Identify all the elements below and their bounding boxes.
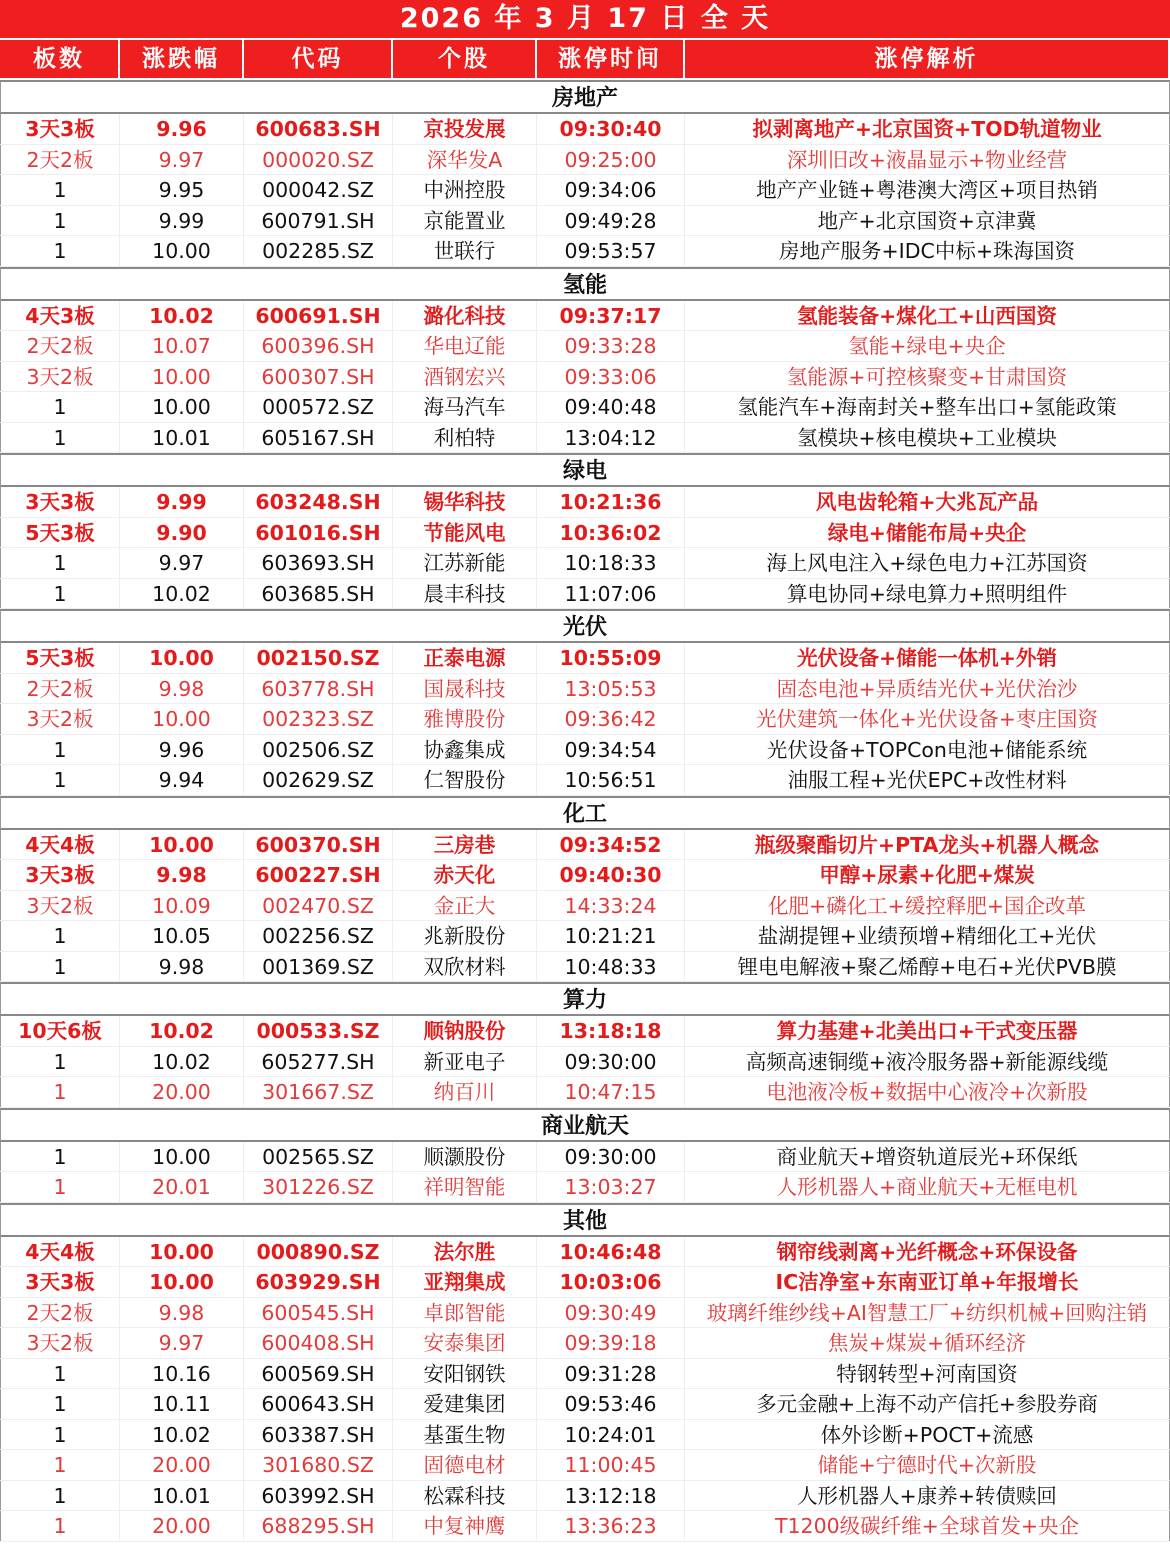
cell-limit-time: 10:55:09 xyxy=(537,643,685,673)
cell-code: 600643.SH xyxy=(244,1389,393,1419)
cell-analysis: 氢能源+可控核聚变+甘肃国资 xyxy=(685,362,1170,392)
cell-stock-name: 锡华科技 xyxy=(393,487,537,517)
table-row xyxy=(0,765,1170,796)
cell-code: 002256.SZ xyxy=(244,921,393,951)
cell-boards: 3天2板 xyxy=(0,704,120,734)
section-header: 绿电 xyxy=(0,453,1170,487)
table-row xyxy=(0,301,1170,332)
cell-boards: 4天4板 xyxy=(0,1237,120,1267)
cell-analysis: 人形机器人+商业航天+无框电机 xyxy=(685,1172,1170,1202)
cell-stock-name: 安泰集团 xyxy=(393,1328,537,1358)
table-row xyxy=(0,952,1170,983)
table-row xyxy=(0,1420,1170,1451)
cell-analysis: 锂电电解液+聚乙烯醇+电石+光伏PVB膜 xyxy=(685,952,1170,982)
cell-code: 000890.SZ xyxy=(244,1237,393,1267)
table-row xyxy=(0,1237,1170,1268)
cell-change-pct: 10.00 xyxy=(120,704,244,734)
cell-limit-time: 09:34:52 xyxy=(537,830,685,860)
cell-boards: 1 xyxy=(0,1359,120,1389)
cell-limit-time: 11:00:45 xyxy=(537,1450,685,1480)
cell-stock-name: 基蛋生物 xyxy=(393,1420,537,1450)
header-stock: 个股 xyxy=(393,40,537,78)
cell-change-pct: 9.99 xyxy=(120,487,244,517)
cell-boards: 1 xyxy=(0,1481,120,1511)
cell-boards: 4天3板 xyxy=(0,301,120,331)
cell-analysis: 盐湖提锂+业绩预增+精细化工+光伏 xyxy=(685,921,1170,951)
cell-stock-name: 赤天化 xyxy=(393,860,537,890)
cell-code: 002285.SZ xyxy=(244,236,393,266)
cell-change-pct: 9.97 xyxy=(120,1328,244,1358)
table-row xyxy=(0,1389,1170,1420)
cell-change-pct: 10.02 xyxy=(120,1420,244,1450)
cell-analysis: 深圳旧改+液晶显示+物业经营 xyxy=(685,145,1170,175)
table-row xyxy=(0,487,1170,518)
cell-boards: 1 xyxy=(0,1389,120,1419)
cell-analysis: 商业航天+增资轨道辰光+环保纸 xyxy=(685,1142,1170,1172)
cell-stock-name: 三房巷 xyxy=(393,830,537,860)
table-row xyxy=(0,1511,1170,1542)
cell-code: 301667.SZ xyxy=(244,1077,393,1107)
cell-change-pct: 20.00 xyxy=(120,1077,244,1107)
cell-boards: 2天2板 xyxy=(0,674,120,704)
section-header: 氢能 xyxy=(0,267,1170,301)
cell-limit-time: 09:30:00 xyxy=(537,1047,685,1077)
cell-code: 600791.SH xyxy=(244,206,393,236)
table-row xyxy=(0,518,1170,549)
cell-stock-name: 兆新股份 xyxy=(393,921,537,951)
cell-analysis: 海上风电注入+绿色电力+江苏国资 xyxy=(685,548,1170,578)
cell-limit-time: 13:36:23 xyxy=(537,1511,685,1541)
cell-analysis: 玻璃纤维纱线+AI智慧工厂+纺织机械+回购注销 xyxy=(685,1298,1170,1328)
cell-stock-name: 节能风电 xyxy=(393,518,537,548)
cell-limit-time: 09:53:57 xyxy=(537,236,685,266)
cell-change-pct: 9.94 xyxy=(120,765,244,795)
cell-stock-name: 海马汽车 xyxy=(393,392,537,422)
cell-change-pct: 20.00 xyxy=(120,1511,244,1541)
cell-analysis: 拟剥离地产+北京国资+TOD轨道物业 xyxy=(685,114,1170,144)
table-body xyxy=(0,80,1170,1542)
cell-boards: 1 xyxy=(0,548,120,578)
cell-code: 600408.SH xyxy=(244,1328,393,1358)
cell-limit-time: 10:46:48 xyxy=(537,1237,685,1267)
section-header: 房地产 xyxy=(0,80,1170,114)
cell-change-pct: 10.00 xyxy=(120,830,244,860)
table-row xyxy=(0,392,1170,423)
cell-boards: 4天4板 xyxy=(0,830,120,860)
cell-code: 605167.SH xyxy=(244,423,393,453)
header-limit-time: 涨停时间 xyxy=(537,40,685,78)
table-row xyxy=(0,1077,1170,1108)
cell-analysis: 地产+北京国资+京津冀 xyxy=(685,206,1170,236)
cell-change-pct: 20.00 xyxy=(120,1450,244,1480)
cell-change-pct: 10.00 xyxy=(120,1142,244,1172)
cell-stock-name: 金正大 xyxy=(393,891,537,921)
table-row xyxy=(0,674,1170,705)
table-row xyxy=(0,579,1170,610)
cell-boards: 5天3板 xyxy=(0,643,120,673)
cell-boards: 2天2板 xyxy=(0,1298,120,1328)
section-header: 商业航天 xyxy=(0,1108,1170,1142)
cell-limit-time: 10:21:36 xyxy=(537,487,685,517)
cell-limit-time: 09:36:42 xyxy=(537,704,685,734)
cell-code: 600307.SH xyxy=(244,362,393,392)
cell-analysis: 储能+宁德时代+次新股 xyxy=(685,1450,1170,1480)
cell-stock-name: 仁智股份 xyxy=(393,765,537,795)
cell-code: 002565.SZ xyxy=(244,1142,393,1172)
cell-stock-name: 晨丰科技 xyxy=(393,579,537,609)
cell-stock-name: 协鑫集成 xyxy=(393,735,537,765)
table-row xyxy=(0,830,1170,861)
cell-boards: 3天3板 xyxy=(0,1267,120,1297)
cell-limit-time: 10:47:15 xyxy=(537,1077,685,1107)
cell-code: 000572.SZ xyxy=(244,392,393,422)
cell-analysis: 算力基建+北美出口+干式变压器 xyxy=(685,1016,1170,1046)
table-row xyxy=(0,643,1170,674)
cell-change-pct: 9.98 xyxy=(120,860,244,890)
cell-analysis: 光伏建筑一体化+光伏设备+枣庄国资 xyxy=(685,704,1170,734)
cell-change-pct: 10.00 xyxy=(120,1267,244,1297)
cell-stock-name: 双欣材料 xyxy=(393,952,537,982)
cell-change-pct: 9.96 xyxy=(120,735,244,765)
cell-analysis: 氢能汽车+海南封关+整车出口+氢能政策 xyxy=(685,392,1170,422)
cell-boards: 3天3板 xyxy=(0,487,120,517)
cell-analysis: 电池液冷板+数据中心液冷+次新股 xyxy=(685,1077,1170,1107)
header-boards: 板数 xyxy=(0,40,120,78)
cell-code: 603685.SH xyxy=(244,579,393,609)
table-row xyxy=(0,1359,1170,1390)
cell-change-pct: 10.09 xyxy=(120,891,244,921)
cell-analysis: 瓶级聚酯切片+PTA龙头+机器人概念 xyxy=(685,830,1170,860)
cell-boards: 2天2板 xyxy=(0,145,120,175)
cell-limit-time: 10:48:33 xyxy=(537,952,685,982)
cell-stock-name: 安阳钢铁 xyxy=(393,1359,537,1389)
section-header: 光伏 xyxy=(0,609,1170,643)
cell-boards: 1 xyxy=(0,921,120,951)
cell-change-pct: 9.90 xyxy=(120,518,244,548)
cell-code: 000020.SZ xyxy=(244,145,393,175)
cell-analysis: 固态电池+异质结光伏+光伏治沙 xyxy=(685,674,1170,704)
cell-change-pct: 10.00 xyxy=(120,392,244,422)
cell-code: 301226.SZ xyxy=(244,1172,393,1202)
cell-limit-time: 13:18:18 xyxy=(537,1016,685,1046)
cell-boards: 10天6板 xyxy=(0,1016,120,1046)
table-row xyxy=(0,1481,1170,1512)
cell-code: 000533.SZ xyxy=(244,1016,393,1046)
cell-limit-time: 09:40:30 xyxy=(537,860,685,890)
cell-limit-time: 13:03:27 xyxy=(537,1172,685,1202)
cell-boards: 1 xyxy=(0,952,120,982)
cell-boards: 1 xyxy=(0,1077,120,1107)
cell-stock-name: 松霖科技 xyxy=(393,1481,537,1511)
header-code: 代码 xyxy=(244,40,393,78)
table-row xyxy=(0,704,1170,735)
cell-stock-name: 潞化科技 xyxy=(393,301,537,331)
table-row xyxy=(0,1298,1170,1329)
cell-change-pct: 10.02 xyxy=(120,1047,244,1077)
cell-analysis: 氢能+绿电+央企 xyxy=(685,331,1170,361)
table-row xyxy=(0,548,1170,579)
cell-limit-time: 09:30:40 xyxy=(537,114,685,144)
cell-limit-time: 09:49:28 xyxy=(537,206,685,236)
cell-code: 002629.SZ xyxy=(244,765,393,795)
cell-code: 605277.SH xyxy=(244,1047,393,1077)
cell-limit-time: 09:33:28 xyxy=(537,331,685,361)
cell-code: 600370.SH xyxy=(244,830,393,860)
cell-code: 603693.SH xyxy=(244,548,393,578)
cell-code: 603992.SH xyxy=(244,1481,393,1511)
cell-code: 688295.SH xyxy=(244,1511,393,1541)
cell-stock-name: 新亚电子 xyxy=(393,1047,537,1077)
cell-code: 001369.SZ xyxy=(244,952,393,982)
cell-boards: 5天3板 xyxy=(0,518,120,548)
cell-boards: 1 xyxy=(0,1450,120,1480)
cell-boards: 1 xyxy=(0,236,120,266)
cell-analysis: IC洁净室+东南亚订单+年报增长 xyxy=(685,1267,1170,1297)
cell-change-pct: 10.16 xyxy=(120,1359,244,1389)
cell-stock-name: 国晟科技 xyxy=(393,674,537,704)
cell-limit-time: 09:30:00 xyxy=(537,1142,685,1172)
cell-analysis: T1200级碳纤维+全球首发+央企 xyxy=(685,1511,1170,1541)
cell-change-pct: 9.98 xyxy=(120,1298,244,1328)
cell-stock-name: 江苏新能 xyxy=(393,548,537,578)
cell-code: 600396.SH xyxy=(244,331,393,361)
cell-analysis: 光伏设备+TOPCon电池+储能系统 xyxy=(685,735,1170,765)
cell-analysis: 算电协同+绿电算力+照明组件 xyxy=(685,579,1170,609)
header-change-pct: 涨跌幅(%) xyxy=(120,40,244,78)
table-row xyxy=(0,206,1170,237)
cell-boards: 3天2板 xyxy=(0,891,120,921)
cell-stock-name: 华电辽能 xyxy=(393,331,537,361)
cell-change-pct: 9.96 xyxy=(120,114,244,144)
table-row xyxy=(0,175,1170,206)
cell-analysis: 房地产服务+IDC中标+珠海国资 xyxy=(685,236,1170,266)
cell-change-pct: 10.11 xyxy=(120,1389,244,1419)
cell-change-pct: 9.99 xyxy=(120,206,244,236)
cell-code: 600569.SH xyxy=(244,1359,393,1389)
cell-limit-time: 10:18:33 xyxy=(537,548,685,578)
cell-code: 603929.SH xyxy=(244,1267,393,1297)
page-title: 2026 年 3 月 17 日 全 天 xyxy=(0,0,1170,38)
cell-analysis: 氢模块+核电模块+工业模块 xyxy=(685,423,1170,453)
cell-code: 002470.SZ xyxy=(244,891,393,921)
section-header: 其他 xyxy=(0,1203,1170,1237)
cell-limit-time: 09:33:06 xyxy=(537,362,685,392)
cell-boards: 1 xyxy=(0,579,120,609)
table-row xyxy=(0,860,1170,891)
cell-boards: 3天3板 xyxy=(0,114,120,144)
cell-limit-time: 09:34:06 xyxy=(537,175,685,205)
cell-analysis: 钢帘线剥离+光纤概念+环保设备 xyxy=(685,1237,1170,1267)
cell-code: 600545.SH xyxy=(244,1298,393,1328)
table-row xyxy=(0,1172,1170,1203)
cell-boards: 1 xyxy=(0,206,120,236)
cell-analysis: 光伏设备+储能一体机+外销 xyxy=(685,643,1170,673)
cell-change-pct: 10.00 xyxy=(120,643,244,673)
cell-change-pct: 10.00 xyxy=(120,236,244,266)
cell-analysis: 氢能装备+煤化工+山西国资 xyxy=(685,301,1170,331)
cell-limit-time: 11:07:06 xyxy=(537,579,685,609)
cell-boards: 1 xyxy=(0,1142,120,1172)
cell-boards: 1 xyxy=(0,1511,120,1541)
cell-limit-time: 09:34:54 xyxy=(537,735,685,765)
cell-stock-name: 世联行 xyxy=(393,236,537,266)
cell-change-pct: 20.01 xyxy=(120,1172,244,1202)
cell-change-pct: 9.98 xyxy=(120,674,244,704)
cell-stock-name: 顺钠股份 xyxy=(393,1016,537,1046)
cell-code: 002323.SZ xyxy=(244,704,393,734)
cell-change-pct: 10.02 xyxy=(120,579,244,609)
cell-change-pct: 10.02 xyxy=(120,1016,244,1046)
cell-analysis: 焦炭+煤炭+循环经济 xyxy=(685,1328,1170,1358)
cell-limit-time: 10:56:51 xyxy=(537,765,685,795)
cell-analysis: 特钢转型+河南国资 xyxy=(685,1359,1170,1389)
cell-change-pct: 10.00 xyxy=(120,1237,244,1267)
cell-stock-name: 京能置业 xyxy=(393,206,537,236)
table-row xyxy=(0,1267,1170,1298)
cell-code: 603387.SH xyxy=(244,1420,393,1450)
cell-limit-time: 10:36:02 xyxy=(537,518,685,548)
cell-limit-time: 13:05:53 xyxy=(537,674,685,704)
cell-limit-time: 13:04:12 xyxy=(537,423,685,453)
cell-limit-time: 14:33:24 xyxy=(537,891,685,921)
cell-analysis: 油服工程+光伏EPC+改性材料 xyxy=(685,765,1170,795)
cell-boards: 3天3板 xyxy=(0,860,120,890)
cell-change-pct: 10.05 xyxy=(120,921,244,951)
table-row xyxy=(0,362,1170,393)
cell-stock-name: 法尔胜 xyxy=(393,1237,537,1267)
cell-analysis: 风电齿轮箱+大兆瓦产品 xyxy=(685,487,1170,517)
cell-limit-time: 10:24:01 xyxy=(537,1420,685,1450)
cell-stock-name: 纳百川 xyxy=(393,1077,537,1107)
cell-change-pct: 9.98 xyxy=(120,952,244,982)
cell-boards: 1 xyxy=(0,423,120,453)
cell-analysis: 体外诊断+POCT+流感 xyxy=(685,1420,1170,1450)
cell-code: 600227.SH xyxy=(244,860,393,890)
cell-change-pct: 9.95 xyxy=(120,175,244,205)
cell-limit-time: 10:21:21 xyxy=(537,921,685,951)
cell-boards: 1 xyxy=(0,735,120,765)
cell-limit-time: 09:53:46 xyxy=(537,1389,685,1419)
cell-change-pct: 9.97 xyxy=(120,145,244,175)
table-row xyxy=(0,1047,1170,1078)
table-row xyxy=(0,1142,1170,1173)
table-row xyxy=(0,114,1170,145)
cell-stock-name: 固德电材 xyxy=(393,1450,537,1480)
cell-change-pct: 9.97 xyxy=(120,548,244,578)
cell-limit-time: 10:03:06 xyxy=(537,1267,685,1297)
cell-change-pct: 10.01 xyxy=(120,1481,244,1511)
cell-code: 301680.SZ xyxy=(244,1450,393,1480)
cell-boards: 1 xyxy=(0,1047,120,1077)
cell-analysis: 甲醇+尿素+化肥+煤炭 xyxy=(685,860,1170,890)
cell-boards: 2天2板 xyxy=(0,331,120,361)
cell-code: 600683.SH xyxy=(244,114,393,144)
cell-stock-name: 中洲控股 xyxy=(393,175,537,205)
cell-stock-name: 顺灏股份 xyxy=(393,1142,537,1172)
cell-stock-name: 酒钢宏兴 xyxy=(393,362,537,392)
cell-limit-time: 09:40:48 xyxy=(537,392,685,422)
cell-code: 601016.SH xyxy=(244,518,393,548)
table-row xyxy=(0,423,1170,454)
cell-boards: 1 xyxy=(0,1172,120,1202)
cell-limit-time: 13:12:18 xyxy=(537,1481,685,1511)
table-row xyxy=(0,236,1170,267)
table-row xyxy=(0,921,1170,952)
cell-change-pct: 10.02 xyxy=(120,301,244,331)
cell-stock-name: 京投发展 xyxy=(393,114,537,144)
cell-boards: 1 xyxy=(0,392,120,422)
cell-limit-time: 09:30:49 xyxy=(537,1298,685,1328)
header-analysis: 涨停解析 xyxy=(685,40,1170,78)
section-header: 算力 xyxy=(0,982,1170,1016)
cell-stock-name: 深华发A xyxy=(393,145,537,175)
cell-analysis: 人形机器人+康养+转债赎回 xyxy=(685,1481,1170,1511)
cell-stock-name: 正泰电源 xyxy=(393,643,537,673)
cell-stock-name: 亚翔集成 xyxy=(393,1267,537,1297)
cell-change-pct: 10.01 xyxy=(120,423,244,453)
table-row xyxy=(0,1328,1170,1359)
cell-limit-time: 09:25:00 xyxy=(537,145,685,175)
cell-code: 002506.SZ xyxy=(244,735,393,765)
cell-limit-time: 09:37:17 xyxy=(537,301,685,331)
cell-stock-name: 卓郎智能 xyxy=(393,1298,537,1328)
cell-analysis: 绿电+储能布局+央企 xyxy=(685,518,1170,548)
cell-change-pct: 10.00 xyxy=(120,362,244,392)
table-row xyxy=(0,735,1170,766)
cell-code: 603778.SH xyxy=(244,674,393,704)
cell-code: 600691.SH xyxy=(244,301,393,331)
section-header: 化工 xyxy=(0,796,1170,830)
cell-analysis: 高频高速铜缆+液冷服务器+新能源线缆 xyxy=(685,1047,1170,1077)
cell-boards: 1 xyxy=(0,175,120,205)
table-row xyxy=(0,145,1170,176)
table-row xyxy=(0,1016,1170,1047)
table-row xyxy=(0,331,1170,362)
cell-stock-name: 中复神鹰 xyxy=(393,1511,537,1541)
cell-limit-time: 09:31:28 xyxy=(537,1359,685,1389)
cell-boards: 3天2板 xyxy=(0,1328,120,1358)
cell-code: 000042.SZ xyxy=(244,175,393,205)
table-row xyxy=(0,1450,1170,1481)
cell-boards: 1 xyxy=(0,1420,120,1450)
cell-code: 603248.SH xyxy=(244,487,393,517)
cell-change-pct: 10.07 xyxy=(120,331,244,361)
cell-stock-name: 祥明智能 xyxy=(393,1172,537,1202)
cell-code: 002150.SZ xyxy=(244,643,393,673)
cell-stock-name: 雅博股份 xyxy=(393,704,537,734)
cell-analysis: 地产产业链+粤港澳大湾区+项目热销 xyxy=(685,175,1170,205)
cell-stock-name: 利柏特 xyxy=(393,423,537,453)
cell-limit-time: 09:39:18 xyxy=(537,1328,685,1358)
cell-boards: 3天2板 xyxy=(0,362,120,392)
table-row xyxy=(0,891,1170,922)
cell-boards: 1 xyxy=(0,765,120,795)
cell-analysis: 化肥+磷化工+缓控释肥+国企改革 xyxy=(685,891,1170,921)
cell-analysis: 多元金融+上海不动产信托+参股券商 xyxy=(685,1389,1170,1419)
cell-stock-name: 爱建集团 xyxy=(393,1389,537,1419)
